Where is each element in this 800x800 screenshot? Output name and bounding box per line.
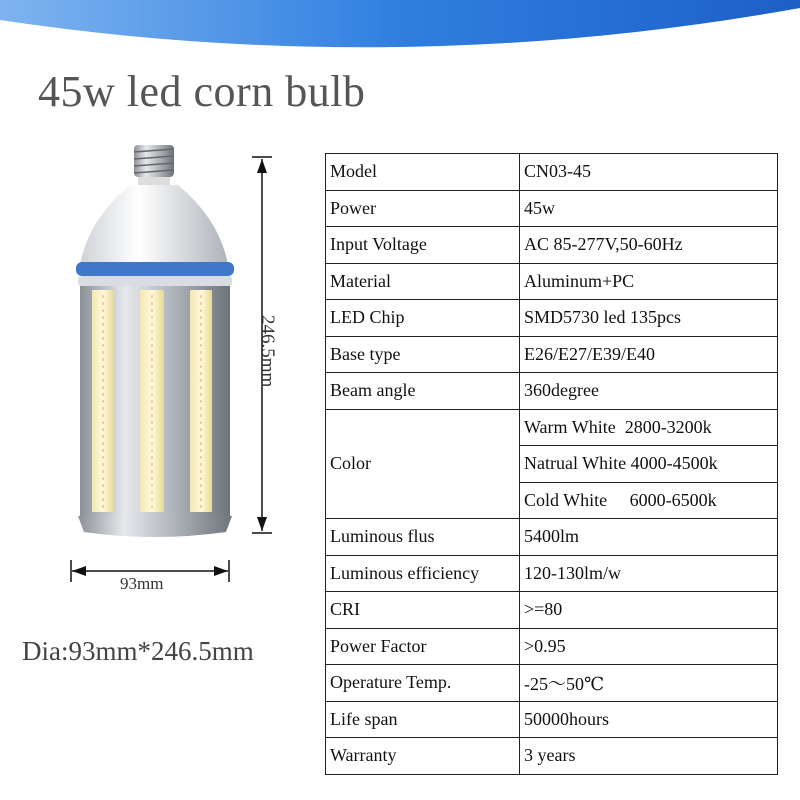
page-title: 45w led corn bulb: [38, 67, 366, 116]
spec-label: Base type: [326, 336, 520, 373]
width-label: 93mm: [120, 574, 164, 593]
spec-label: LED Chip: [326, 300, 520, 337]
spec-value: 360degree: [520, 373, 778, 410]
color-option-warm: Warm White 2800-3200k: [520, 409, 778, 446]
spec-row: [326, 592, 778, 629]
spec-row: [326, 190, 778, 227]
spec-label: Luminous efficiency: [326, 555, 520, 592]
spec-label: Beam angle: [326, 373, 520, 410]
color-option-natural: Natrual White 4000-4500k: [520, 446, 778, 483]
spec-value: E26/E27/E39/E40: [520, 336, 778, 373]
spec-label: Power: [326, 190, 520, 227]
spec-value: 3 years: [520, 738, 778, 775]
spec-row: [326, 227, 778, 264]
spec-value: -25～50℃: [520, 665, 778, 702]
spec-label: Luminous flus: [326, 519, 520, 556]
spec-value: SMD5730 led 135pcs: [520, 300, 778, 337]
spec-value: 120-130lm/w: [520, 555, 778, 592]
spec-label: Life span: [326, 701, 520, 738]
spec-row: [326, 263, 778, 300]
spec-row: [326, 628, 778, 665]
spec-label: Model: [326, 154, 520, 191]
spec-label: CRI: [326, 592, 520, 629]
spec-row: [326, 336, 778, 373]
spec-value: >0.95: [520, 628, 778, 665]
spec-value: Aluminum+PC: [520, 263, 778, 300]
spec-label: Warranty: [326, 738, 520, 775]
spec-value: 45w: [520, 190, 778, 227]
spec-label: Operature Temp.: [326, 665, 520, 702]
spec-row: [326, 300, 778, 337]
spec-row: [326, 154, 778, 191]
spec-value: >=80: [520, 592, 778, 629]
spec-row: [326, 555, 778, 592]
spec-row: [326, 519, 778, 556]
diameter-text: Dia:93mm*246.5mm: [22, 636, 254, 666]
corn-bulb-image: [60, 140, 250, 540]
spec-label: Input Voltage: [326, 227, 520, 264]
spec-value: 50000hours: [520, 701, 778, 738]
spec-table: [325, 153, 778, 775]
spec-row: [326, 373, 778, 410]
spec-row: [326, 738, 778, 775]
height-label: 246.5mm: [257, 315, 278, 388]
spec-label: Material: [326, 263, 520, 300]
color-option-cold: Cold White 6000-6500k: [520, 482, 778, 519]
spec-value: AC 85-277V,50-60Hz: [520, 227, 778, 264]
spec-row: [326, 701, 778, 738]
spec-value: 5400lm: [520, 519, 778, 556]
spec-row-color: [326, 409, 778, 446]
spec-value: CN03-45: [520, 154, 778, 191]
spec-label: Power Factor: [326, 628, 520, 665]
spec-row: [326, 665, 778, 702]
spec-label: Color: [326, 409, 520, 519]
blue-banner: [0, 0, 800, 60]
